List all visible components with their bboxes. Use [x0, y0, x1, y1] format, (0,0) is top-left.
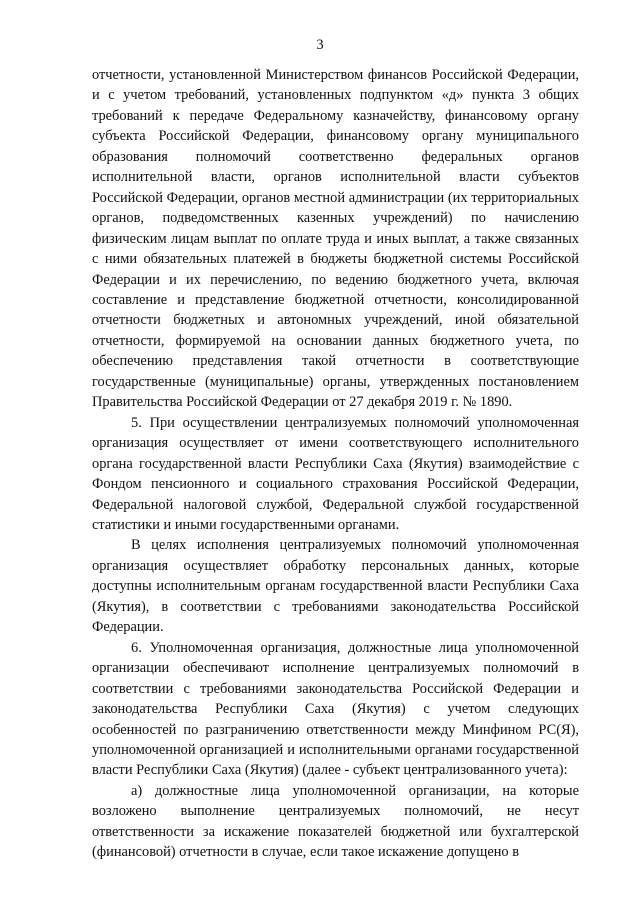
paragraph: 5. При осуществлении централизуемых полномочий уполномоченная организация осуществляет от имени соответствующего исполнительного органа государственной власти Республики Саха (Якутия) взаимодействие с Фондом пенсионного и социального страхования Российской Федерации, Федеральной налоговой службой, Федеральной службой государственной статистики и иными государственными органами. — [92, 414, 579, 533]
paragraph: отчетности, установленной Министерством финансов Российской Федерации, и с учетом требований, установленных подпунктом «д» пункта 3 общих требований к передаче Федеральному казначейству, финансовому органу субъекта Российской Федерации, финансовому органу муниципального образования полномочий соответственно федеральных органов исполнительной власти, органов исполнительной власти субъектов Российской Федерации, органов местной администрации (их территориальных органов, подведомственных казенных учреждений) по начислению физическим лицам выплат по оплате труда и иных выплат, а также связанных с ними обязательных платежей в бюджеты бюджетной системы Российской Федерации и их перечислению, по ведению бюджетного учета, включая составление и представление бюджетной отчетности, консолидированной отчетности бюджетных и автономных учреждений, иной обязательной отчетности, формируемой на основании данных бюджетного учета, по обеспечению представления такой отчетности в соответствующие государственные (муниципальные) органы, утвержденных постановлением Правительства Российской Федерации от 27 декабря 2019 г. № 1890. — [92, 67, 579, 411]
paragraph: В целях исполнения централизуемых полномочий уполномоченная организация осуществляет обработку персональных данных, которые доступны исполнительным органам государственной власти Республики Саха (Якутия), в соответствии с требованиями законодательства Российской Федерации. — [92, 537, 579, 636]
paragraph: 6. Уполномоченная организация, должностные лица уполномоченной организации обеспечивают исполнение централизуемых полномочий в соответствии с требованиями законодательства Российской Федерации и законодательства Республики Саха (Якутия) с учетом следующих особенностей по разграничению ответственности между Минфином РС(Я), уполномоченной организацией и исполнительными органами государственной власти Республики Саха (Якутия) (далее - субъект централизованного учета): — [92, 639, 579, 779]
page-number: 3 — [316, 37, 324, 53]
document-body — [92, 65, 579, 863]
paragraph: а) должностные лица уполномоченной организации, на которые возложено выполнение централизуемых полномочий, не несут ответственности за искажение показателей бюджетной или бухгалтерской (финансовой) отчетности в случае, если такое искажение допущено в — [92, 782, 579, 861]
